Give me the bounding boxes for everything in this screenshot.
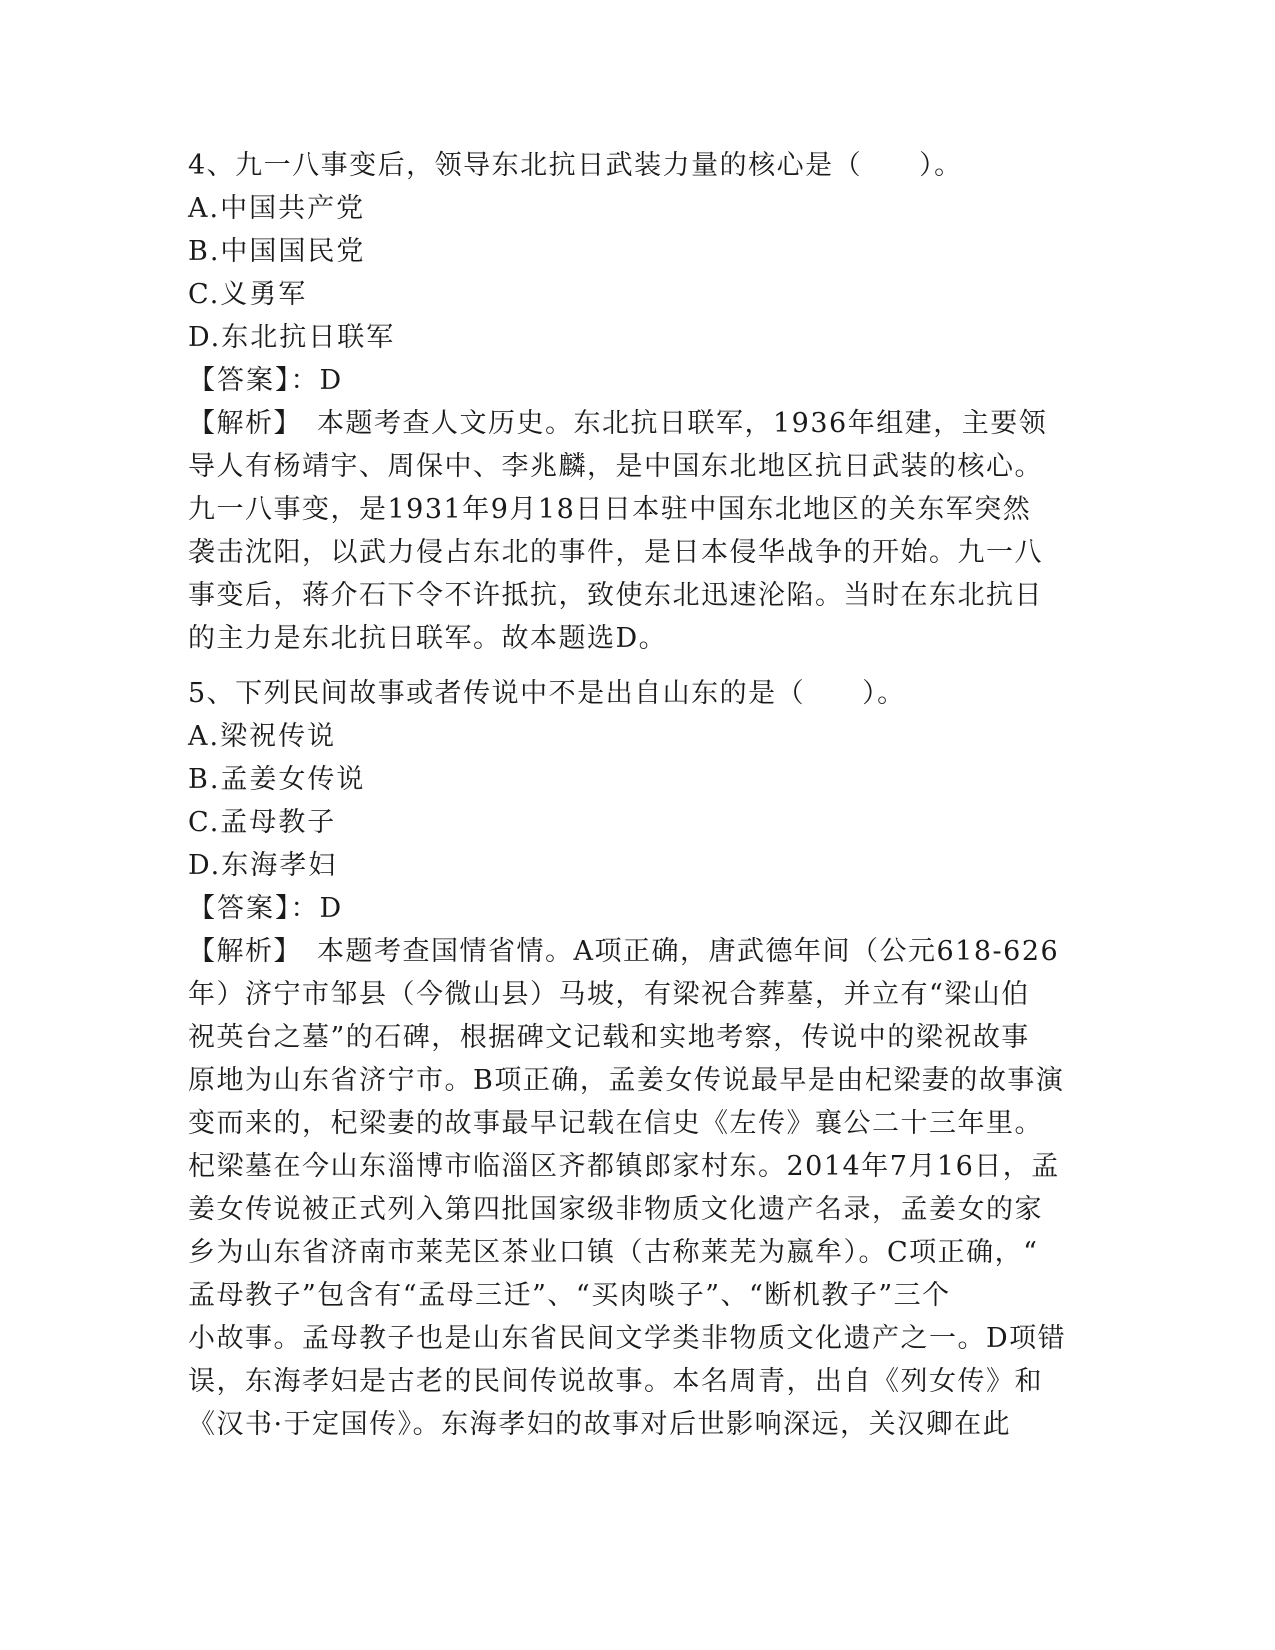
analysis-line: 《汉书·于定国传》。东海孝妇的故事对后世影响深远，关汉卿在此	[188, 1409, 1012, 1440]
question-title: 5、下列民间故事或者传说中不是出自山东的是（ ）。	[188, 678, 906, 709]
analysis-line: 的主力是东北抗日联军。故本题选D。	[188, 623, 668, 654]
analysis-line: 姜女传说被正式列入第四批国家级非物质文化遗产名录，孟姜女的家	[188, 1194, 1043, 1225]
analysis-line: 年）济宁市邹县（今微山县）马坡，有梁祝合葬墓，并立有“梁山伯	[188, 979, 1030, 1010]
question-4	[188, 144, 1088, 660]
analysis	[188, 402, 1088, 660]
document-page	[188, 144, 1088, 1446]
analysis-line: 小故事。孟母教子也是山东省民间文学类非物质文化遗产之一。D项错	[188, 1323, 1067, 1354]
analysis	[188, 930, 1088, 1446]
analysis-line: 导人有杨靖宇、周保中、李兆麟，是中国东北地区抗日武装的核心。	[188, 451, 1043, 482]
question-title: 4、九一八事变后，领导东北抗日武装力量的核心是（ ）。	[188, 150, 963, 181]
analysis-line: 误，东海孝妇是古老的民间传说故事。本名周青，出自《列女传》和	[188, 1366, 1043, 1397]
analysis-line: 乡为山东省济南市莱芜区茶业口镇（古称莱芜为嬴牟）。C项正确，“	[188, 1237, 1039, 1268]
option-c: C.孟母教子	[188, 807, 337, 838]
analysis-line: 事变后，蒋介石下令不许抵抗，致使东北迅速沦陷。当时在东北抗日	[188, 580, 1043, 611]
option-d: D.东海孝妇	[188, 850, 338, 881]
analysis-line: 袭击沈阳，以武力侵占东北的事件，是日本侵华战争的开始。九一八	[188, 537, 1043, 568]
analysis-line: 【解析】 本题考查国情省情。A项正确，唐武德年间（公元618-626	[188, 936, 1060, 967]
option-c: C.义勇军	[188, 279, 308, 310]
analysis-line: 原地为山东省济宁市。B项正确，孟姜女传说最早是由杞梁妻的故事演	[188, 1065, 1065, 1096]
option-b: B.中国国民党	[188, 236, 366, 267]
analysis-line: 九一八事变，是1931年9月18日日本驻中国东北地区的关东军突然	[188, 494, 1032, 525]
answer: 【答案】：D	[188, 893, 344, 924]
option-a: A.中国共产党	[188, 193, 366, 224]
question-spacer	[188, 660, 1088, 672]
question-5	[188, 672, 1088, 1446]
analysis-line: 祝英台之墓”的石碑，根据碑文记载和实地考察，传说中的梁祝故事	[188, 1022, 1030, 1053]
analysis-line: 【解析】 本题考查人文历史。东北抗日联军，1936年组建，主要领	[188, 408, 1048, 439]
analysis-line: 杞梁墓在今山东淄博市临淄区齐都镇郎家村东。2014年7月16日，孟	[188, 1151, 1060, 1182]
option-d: D.东北抗日联军	[188, 322, 396, 353]
analysis-line: 变而来的，杞梁妻的故事最早记载在信史《左传》襄公二十三年里。	[188, 1108, 1043, 1139]
option-b: B.孟姜女传说	[188, 764, 366, 795]
analysis-line: 孟母教子”包含有“孟母三迁”、“买肉啖子”、“断机教子”三个	[188, 1280, 951, 1311]
option-a: A.梁祝传说	[188, 721, 337, 752]
answer: 【答案】：D	[188, 365, 344, 396]
